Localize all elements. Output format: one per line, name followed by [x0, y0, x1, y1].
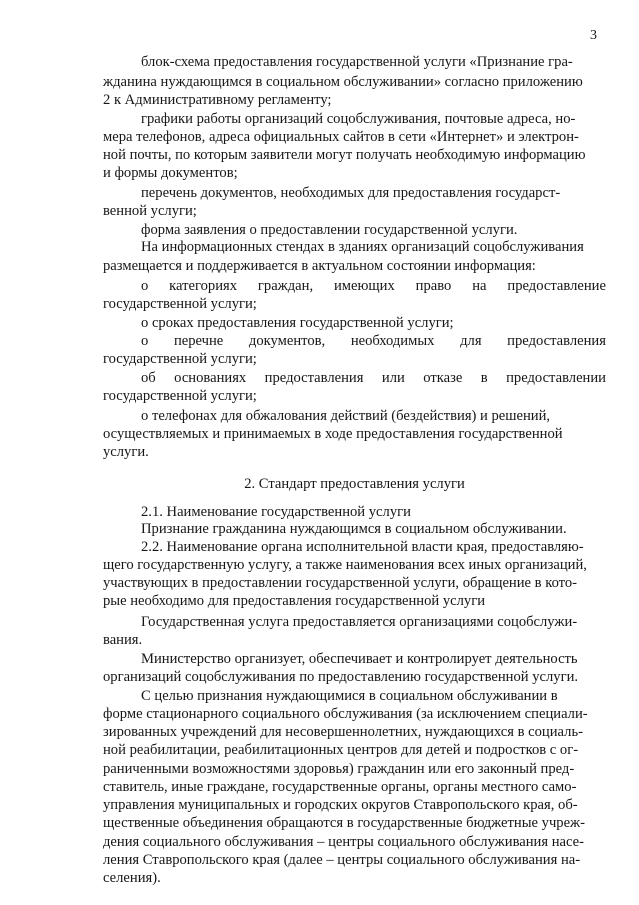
- text-line: дения социального обслуживания – центры социального обслуживания насе-: [103, 834, 585, 850]
- word: необходимых: [350, 333, 435, 349]
- text-line: Министерство организует, обеспечивает и контролирует деятельность: [141, 651, 578, 667]
- text-line: ления Ставропольского края (далее – центры социального обслуживания на-: [103, 852, 581, 868]
- word: перечне: [173, 333, 224, 349]
- word: предоставлении: [506, 370, 606, 386]
- text-line: Признание гражданина нуждающимся в социальном обслуживании.: [141, 521, 567, 537]
- text-line: ной реабилитации, реабилитационных центров для детей и подростков с ог-: [103, 742, 579, 758]
- word: или: [381, 370, 405, 386]
- text-line: перечень документов, необходимых для предоставления государст-: [141, 185, 561, 201]
- word: предоставление: [507, 278, 606, 294]
- text-line: щего государственную услугу, а также наименования всех иных организаций,: [103, 557, 587, 573]
- text-line: государственной услуги;: [103, 388, 257, 404]
- text-line: [141, 333, 606, 350]
- text-line: услуги.: [103, 444, 149, 460]
- word: о: [141, 333, 149, 349]
- word: на: [472, 278, 487, 294]
- word: предоставления: [264, 370, 364, 386]
- text-line: графики работы организаций соцобслуживания, почтовые адреса, но-: [141, 111, 576, 127]
- text-line: С целью признания нуждающимися в социальном обслуживании в: [141, 688, 558, 704]
- text-line: блок-схема предоставления государственной услуги «Признание гра-: [141, 54, 573, 70]
- text-line: осуществляемых и принимаемых в ходе предоставления государственной: [103, 426, 563, 442]
- text-line: рые необходимо для предоставления государственной услуги: [103, 593, 486, 609]
- word: граждан,: [257, 278, 314, 294]
- text-line: размещается и поддерживается в актуальном состоянии информация:: [103, 258, 536, 274]
- text-line: о телефонах для обжалования действий (бездействия) и решений,: [141, 408, 551, 424]
- word: категориях: [169, 278, 238, 294]
- text-line: вания.: [103, 632, 143, 648]
- text-line: [141, 370, 606, 387]
- text-line: раниченными возможностями здоровья) гражданин или его законный пред-: [103, 761, 575, 777]
- word: о: [141, 278, 149, 294]
- text-line: организаций соцобслуживания по предоставлению государственной услуги.: [103, 669, 579, 685]
- text-line: мера телефонов, адреса официальных сайтов в сети «Интернет» и электрон-: [103, 129, 579, 145]
- text-line: щественные объединения обращаются в государственные бюджетные учреж-: [103, 815, 585, 831]
- section-heading: 2. Стандарт предоставления услуги: [244, 476, 465, 492]
- text-line: [141, 278, 606, 295]
- word: право: [415, 278, 452, 294]
- text-line: 2.1. Наименование государственной услуги: [141, 504, 411, 520]
- text-line: Государственная услуга предоставляется организациями соцобслужи-: [141, 614, 578, 630]
- word: основаниях: [174, 370, 247, 386]
- page-number: 3: [590, 28, 597, 43]
- text-line: 2.2. Наименование органа исполнительной власти края, предоставляю-: [141, 539, 584, 555]
- text-line: форма заявления о предоставлении государственной услуги.: [141, 222, 518, 238]
- word: для: [460, 333, 482, 349]
- text-line: 2 к Административному регламенту;: [103, 92, 332, 108]
- word: в: [480, 370, 488, 386]
- text-line: жданина нуждающимся в социальном обслуживании» согласно приложению: [103, 74, 583, 90]
- word: предоставления: [507, 333, 606, 349]
- text-line: селения).: [103, 870, 161, 886]
- text-line: венной услуги;: [103, 203, 197, 219]
- text-line: ной почты, по которым заявители могут получать необходимую информацию: [103, 147, 586, 163]
- text-line: государственной услуги;: [103, 351, 257, 367]
- text-line: государственной услуги;: [103, 296, 257, 312]
- word: имеющих: [334, 278, 395, 294]
- text-line: управления муниципальных и городских округов Ставропольского края, об-: [103, 797, 578, 813]
- text-line: ставитель, иные граждане, государственные органы, органы местного само-: [103, 779, 577, 795]
- text-line: и формы документов;: [103, 165, 238, 181]
- text-line: о сроках предоставления государственной услуги;: [141, 315, 454, 331]
- word: об: [141, 370, 156, 386]
- word: документов,: [248, 333, 326, 349]
- text-line: На информационных стендах в зданиях организаций соцобслуживания: [141, 239, 584, 255]
- word: отказе: [423, 370, 463, 386]
- text-line: участвующих в предоставлении государственной услуги, обращение в кото-: [103, 575, 578, 591]
- text-line: форме стационарного социального обслуживания (за исключением специали-: [103, 706, 588, 722]
- text-line: зированных учреждений для несовершеннолетних, нуждающихся в социаль-: [103, 724, 583, 740]
